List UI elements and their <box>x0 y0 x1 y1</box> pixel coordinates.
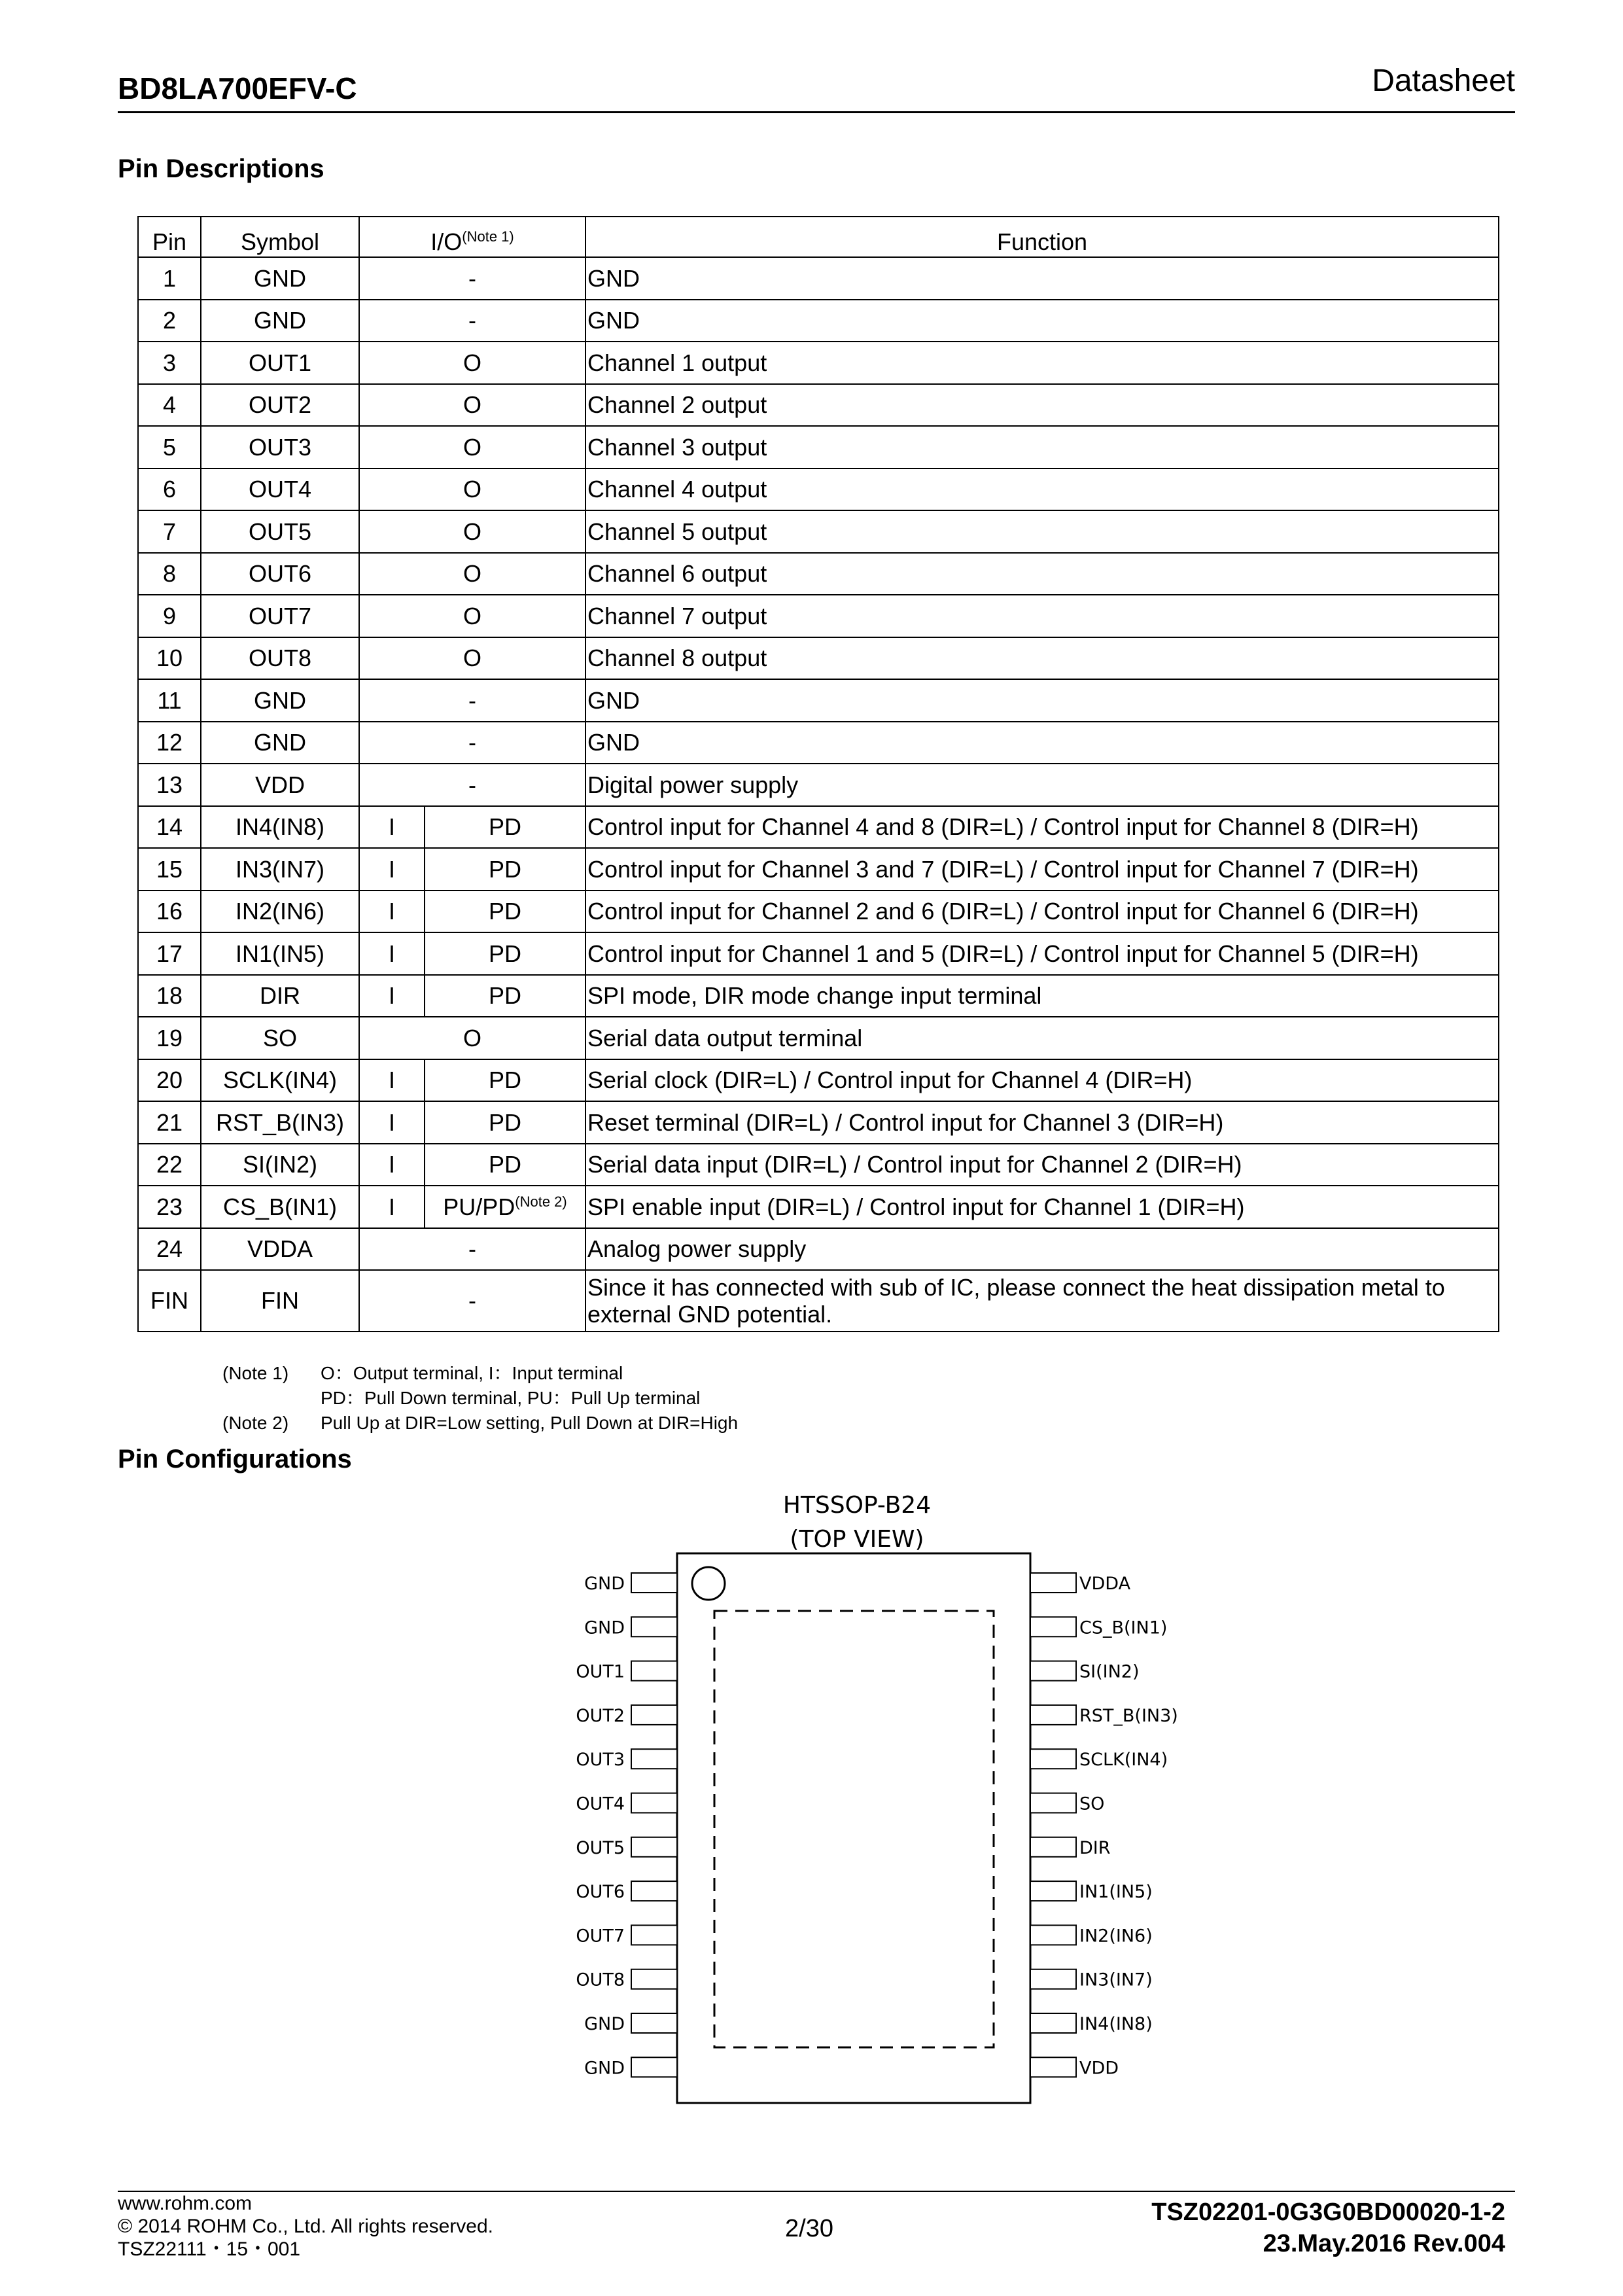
package-pin <box>1030 1837 1076 1857</box>
cell-function: GND <box>585 722 1499 764</box>
cell-pin: FIN <box>138 1270 201 1332</box>
pin-label: VDD <box>1079 2058 1119 2079</box>
pin-label: GND <box>584 1574 625 1594</box>
part-number: BD8LA700EFV-C <box>118 71 357 105</box>
note-row: (Note 1) O：Output terminal, I：Input terminal <box>222 1363 623 1383</box>
cell-symbol: IN1(IN5) <box>201 932 359 975</box>
cell-io: O <box>359 595 585 637</box>
footer-left <box>118 2192 493 2261</box>
cell-symbol: OUT6 <box>201 553 359 595</box>
cell-io: O <box>359 468 585 511</box>
pin-label: IN1(IN5) <box>1079 1882 1153 1903</box>
cell-pin: 23 <box>138 1186 201 1228</box>
cell-function: Control input for Channel 2 and 6 (DIR=L) / Control input for Channel 6 (DIR=H) <box>585 891 1499 933</box>
cell-function: Since it has connected with sub of IC, please connect the heat dissipation metal to external GND potential. <box>585 1270 1499 1332</box>
page-number: 2/30 <box>785 2215 833 2242</box>
header-pin: Pin <box>138 217 201 257</box>
package-pin <box>631 1969 677 1989</box>
package-pin <box>1030 2013 1076 2033</box>
header-io: I/O$^{(Note 1)}$ <box>359 217 585 257</box>
doc-type: Datasheet <box>1372 63 1515 98</box>
cell-io: - <box>359 1228 585 1271</box>
cell-pull: PD <box>425 891 585 933</box>
package-pin <box>631 2057 677 2077</box>
cell-io: - <box>359 764 585 806</box>
cell-io: I <box>359 1059 425 1102</box>
cell-function: Control input for Channel 3 and 7 (DIR=L) / Control input for Channel 7 (DIR=H) <box>585 848 1499 891</box>
cell-pull: PU/PD$^{(Note 2)}$ <box>425 1186 585 1228</box>
pin-label: OUT3 <box>576 1750 625 1771</box>
pin-label: OUT2 <box>576 1705 625 1726</box>
cell-pull: PD <box>425 1144 585 1186</box>
cell-symbol: SO <box>201 1017 359 1059</box>
cell-symbol: IN2(IN6) <box>201 891 359 933</box>
cell-io: - <box>359 1270 585 1332</box>
cell-pin: 2 <box>138 300 201 342</box>
cell-io: I <box>359 1144 425 1186</box>
pin-label: DIR <box>1079 1837 1111 1858</box>
cell-pull: PD <box>425 1101 585 1144</box>
cell-io: O <box>359 384 585 427</box>
cell-io: O <box>359 637 585 680</box>
cell-io: O <box>359 426 585 468</box>
cell-symbol: OUT8 <box>201 637 359 680</box>
cell-pin: 24 <box>138 1228 201 1271</box>
cell-symbol: IN3(IN7) <box>201 848 359 891</box>
cell-symbol: OUT4 <box>201 468 359 511</box>
cell-pin: 21 <box>138 1101 201 1144</box>
cell-symbol: RST_B(IN3) <box>201 1101 359 1144</box>
note-row: (Note 2) Pull Up at DIR=Low setting, Pull Down at DIR=High <box>222 1413 739 1433</box>
cell-symbol: FIN <box>201 1270 359 1332</box>
cell-pin: 19 <box>138 1017 201 1059</box>
package-pin <box>631 1925 677 1945</box>
cell-io: I <box>359 932 425 975</box>
cell-pull: PD <box>425 1059 585 1102</box>
date-revision: 23.May.2016 Rev.004 <box>1263 2230 1505 2257</box>
cell-function: SPI mode, DIR mode change input terminal <box>585 975 1499 1017</box>
cell-pin: 12 <box>138 722 201 764</box>
cell-io: - <box>359 300 585 342</box>
cell-function: Control input for Channel 4 and 8 (DIR=L) / Control input for Channel 8 (DIR=H) <box>585 806 1499 849</box>
cell-pin: 11 <box>138 679 201 722</box>
cell-function: Channel 1 output <box>585 342 1499 384</box>
cell-pin: 17 <box>138 932 201 975</box>
cell-symbol: SCLK(IN4) <box>201 1059 359 1102</box>
cell-pin: 20 <box>138 1059 201 1102</box>
package-pin <box>631 1793 677 1813</box>
pin-label: IN3(IN7) <box>1079 1969 1153 1990</box>
pin-label: GND <box>584 2014 625 2034</box>
pin-label: OUT7 <box>576 1926 625 1947</box>
cell-pull: PD <box>425 932 585 975</box>
package-pin <box>1030 1969 1076 1989</box>
package-pin <box>1030 1705 1076 1725</box>
package-name: HTSSOP-B24 <box>782 1492 932 1519</box>
cell-pin: 6 <box>138 468 201 511</box>
cell-pin: 7 <box>138 510 201 553</box>
footer-form-code: TSZ22111・15・001 <box>118 2238 301 2260</box>
cell-symbol: OUT1 <box>201 342 359 384</box>
cell-io: I <box>359 848 425 891</box>
cell-io: O <box>359 342 585 384</box>
cell-function: Analog power supply <box>585 1228 1499 1271</box>
footer-website: www.rohm.com <box>118 2193 253 2214</box>
cell-pull: PD <box>425 848 585 891</box>
cell-function: Channel 6 output <box>585 553 1499 595</box>
package-pin <box>631 1705 677 1725</box>
cell-function: Serial clock (DIR=L) / Control input for Channel 4 (DIR=H) <box>585 1059 1499 1102</box>
doc-number: TSZ02201-0G3G0BD00020-1-2 <box>1151 2199 1505 2226</box>
cell-symbol: VDD <box>201 764 359 806</box>
header-symbol: Symbol <box>201 217 359 257</box>
pin-label: GND <box>584 1617 625 1638</box>
cell-io: O <box>359 553 585 595</box>
cell-io: I <box>359 1186 425 1228</box>
package-pin <box>1030 1661 1076 1681</box>
header-function: Function <box>585 217 1499 257</box>
cell-symbol: OUT3 <box>201 426 359 468</box>
pin-label: CS_B(IN1) <box>1079 1617 1168 1638</box>
package-pin <box>1030 1881 1076 1901</box>
cell-function: Channel 7 output <box>585 595 1499 637</box>
cell-function: Digital power supply <box>585 764 1499 806</box>
cell-symbol: GND <box>201 722 359 764</box>
package-pin <box>631 1837 677 1857</box>
cell-pin: 16 <box>138 891 201 933</box>
cell-function: Serial data input (DIR=L) / Control input for Channel 2 (DIR=H) <box>585 1144 1499 1186</box>
cell-pull: PD <box>425 806 585 849</box>
cell-pin: 13 <box>138 764 201 806</box>
cell-function: Serial data output terminal <box>585 1017 1499 1059</box>
cell-pin: 4 <box>138 384 201 427</box>
cell-symbol: GND <box>201 300 359 342</box>
cell-symbol: GND <box>201 257 359 300</box>
package-pin <box>1030 1749 1076 1769</box>
cell-symbol: GND <box>201 679 359 722</box>
cell-function: Reset terminal (DIR=L) / Control input for Channel 3 (DIR=H) <box>585 1101 1499 1144</box>
cell-symbol: OUT5 <box>201 510 359 553</box>
footer-copyright: © 2014 ROHM Co., Ltd. All rights reserved. <box>118 2216 493 2237</box>
cell-pin: 10 <box>138 637 201 680</box>
package-pin <box>631 1881 677 1901</box>
package-pin <box>631 1617 677 1636</box>
cell-io: I <box>359 1101 425 1144</box>
pin-label: GND <box>584 2058 625 2079</box>
cell-function: GND <box>585 257 1499 300</box>
cell-pin: 9 <box>138 595 201 637</box>
cell-io: - <box>359 257 585 300</box>
pin-label: OUT4 <box>576 1793 625 1814</box>
footer-right <box>1151 2197 1505 2259</box>
cell-function: Channel 8 output <box>585 637 1499 680</box>
cell-pin: 3 <box>138 342 201 384</box>
package-pin <box>1030 2057 1076 2077</box>
cell-pull: PD <box>425 975 585 1017</box>
cell-symbol: OUT2 <box>201 384 359 427</box>
pin-label: IN2(IN6) <box>1079 1926 1153 1947</box>
cell-io: - <box>359 722 585 764</box>
cell-function: Channel 5 output <box>585 510 1499 553</box>
package-pin <box>631 1749 677 1769</box>
cell-symbol: IN4(IN8) <box>201 806 359 849</box>
package-pin <box>631 1573 677 1593</box>
cell-pin: 14 <box>138 806 201 849</box>
pin-label: RST_B(IN3) <box>1079 1705 1178 1726</box>
cell-pin: 15 <box>138 848 201 891</box>
cell-function: GND <box>585 300 1499 342</box>
cell-function: Control input for Channel 1 and 5 (DIR=L) / Control input for Channel 5 (DIR=H) <box>585 932 1499 975</box>
section-title-pin-configurations: Pin Configurations <box>118 1445 352 1474</box>
cell-io: O <box>359 510 585 553</box>
view-label: (TOP VIEW) <box>790 1526 924 1553</box>
pin-label: IN4(IN8) <box>1079 2014 1153 2034</box>
package-pin <box>631 1661 677 1681</box>
pin-label: SO <box>1079 1793 1105 1814</box>
pin-label: SI(IN2) <box>1079 1661 1140 1682</box>
cell-pin: 8 <box>138 553 201 595</box>
pin-label: OUT5 <box>576 1837 625 1858</box>
cell-symbol: SI(IN2) <box>201 1144 359 1186</box>
cell-function: Channel 2 output <box>585 384 1499 427</box>
package-pin <box>1030 1793 1076 1813</box>
ic-package-body <box>677 1553 1030 2103</box>
package-pin <box>1030 1573 1076 1593</box>
cell-symbol: CS_B(IN1) <box>201 1186 359 1228</box>
pin-label: OUT1 <box>576 1661 625 1682</box>
cell-function: Channel 4 output <box>585 468 1499 511</box>
cell-function: GND <box>585 679 1499 722</box>
cell-io: O <box>359 1017 585 1059</box>
cell-io: I <box>359 891 425 933</box>
note-row: PD：Pull Down terminal, PU：Pull Up terminal <box>321 1388 701 1408</box>
cell-function: SPI enable input (DIR=L) / Control input for Channel 1 (DIR=H) <box>585 1186 1499 1228</box>
pin-label: OUT8 <box>576 1969 625 1990</box>
cell-function: Channel 3 output <box>585 426 1499 468</box>
cell-io: I <box>359 806 425 849</box>
cell-symbol: DIR <box>201 975 359 1017</box>
cell-pin: 22 <box>138 1144 201 1186</box>
cell-symbol: VDDA <box>201 1228 359 1271</box>
cell-io: I <box>359 975 425 1017</box>
section-title-pin-descriptions: Pin Descriptions <box>118 154 324 183</box>
package-pin <box>1030 1925 1076 1945</box>
cell-pin: 1 <box>138 257 201 300</box>
pin-label: VDDA <box>1079 1574 1131 1594</box>
cell-pin: 18 <box>138 975 201 1017</box>
pin-label: OUT6 <box>576 1882 625 1903</box>
package-pin <box>631 2013 677 2033</box>
pin-label: SCLK(IN4) <box>1079 1750 1168 1771</box>
cell-symbol: OUT7 <box>201 595 359 637</box>
package-pin <box>1030 1617 1076 1636</box>
cell-pin: 5 <box>138 426 201 468</box>
cell-io: - <box>359 679 585 722</box>
